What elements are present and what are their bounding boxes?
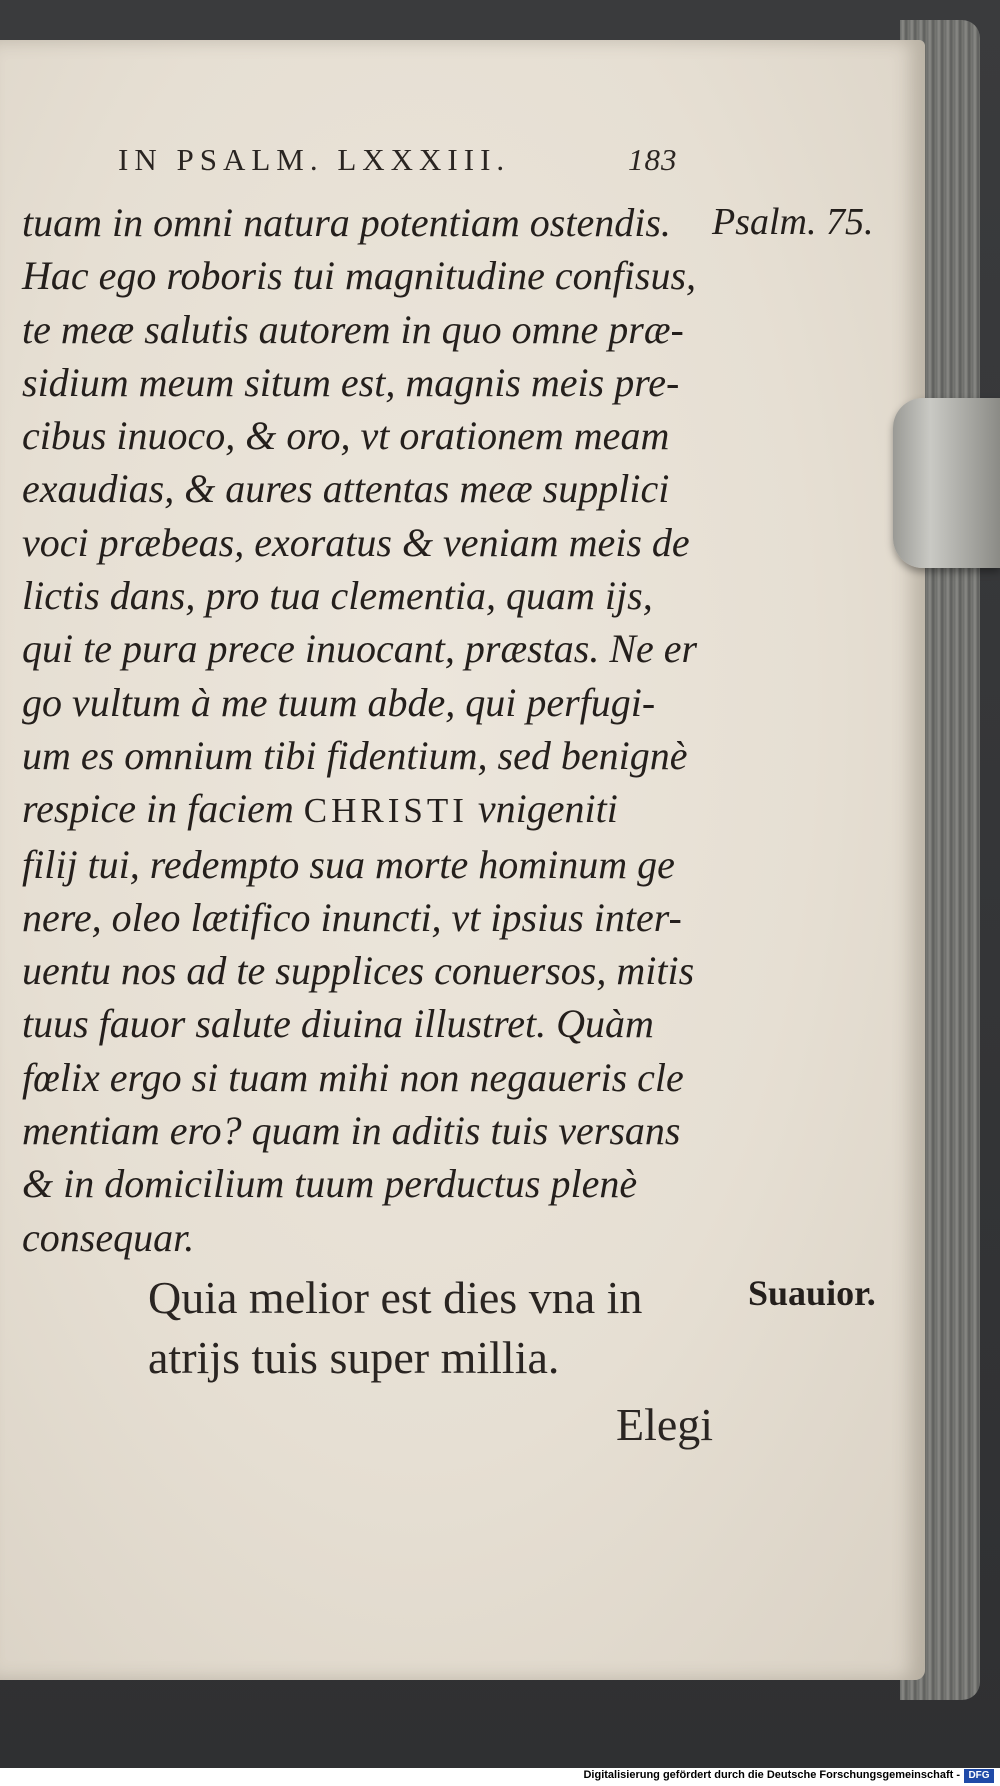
margin-note-suauior: Suauior. [748, 1273, 876, 1313]
text-line: tuus fauor salute diuina illustret. Quàm [22, 1001, 654, 1047]
page-clip [893, 398, 1000, 568]
text-line: cibus inuoco, & oro, vt orationem meam [22, 413, 670, 459]
text-line: mentiam ero? quam in aditis tuis versans [22, 1108, 681, 1154]
text-line: sidium meum situm est, magnis meis pre- [22, 359, 680, 405]
text-fragment: respice in faciem [22, 786, 294, 832]
margin-note-psalm-ref: Psalm. 75. [712, 201, 874, 243]
running-head [118, 142, 718, 178]
psalm-verse [148, 1268, 758, 1388]
verse-line: Quia melior est dies vna in [148, 1272, 643, 1323]
digitization-credit: Digitalisierung gefördert durch die Deutsche Forschungsgemeinschaft - [583, 1769, 960, 1781]
text-line: consequar. [22, 1214, 195, 1260]
text-line: tuam in omni natura potentiam ostendis. [22, 200, 671, 245]
text-line: voci præbeas, exoratus & veniam meis de [22, 519, 690, 565]
text-line: fœlix ergo si tuam mihi non negaueris cle [22, 1054, 684, 1100]
running-head-title: IN PSALM. LXXXIII. [118, 142, 511, 177]
text-line: & in domicilium tuum perductus plenè [22, 1161, 638, 1207]
text-line: te meæ salutis autorem in quo omne præ- [22, 306, 684, 352]
text-line-christi [22, 782, 742, 837]
dfg-logo: DFG [964, 1769, 994, 1783]
text-fragment: vnigeniti [477, 786, 618, 832]
text-line: uentu nos ad te supplices conuersos, mitis [22, 948, 695, 994]
text-line: nere, oleo lætifico inuncti, vt ipsius inter- [22, 894, 682, 940]
text-line: Hac ego roboris tui magnitudine confisus, [22, 253, 697, 299]
christi-smallcaps: CHRISTI [303, 791, 468, 831]
text-line: qui te pura prece inuocant, præstas. Ne er [22, 626, 698, 672]
text-line: go vultum à me tuum abde, qui perfugi- [22, 679, 656, 725]
text-line: filij tui, redempto sua morte hominum ge [22, 841, 675, 887]
verse-line: atrijs tuis super millia. [148, 1332, 560, 1383]
text-line: um es omnium tibi fidentium, sed benignè [22, 732, 688, 778]
catchword: Elegi [616, 1399, 714, 1450]
commentary-text [22, 196, 742, 1264]
text-line: lictis dans, pro tua clementia, quam ijs, [22, 573, 653, 619]
text-line: exaudias, & aures attentas meæ supplici [22, 466, 670, 512]
page-number: 183 [628, 142, 678, 177]
